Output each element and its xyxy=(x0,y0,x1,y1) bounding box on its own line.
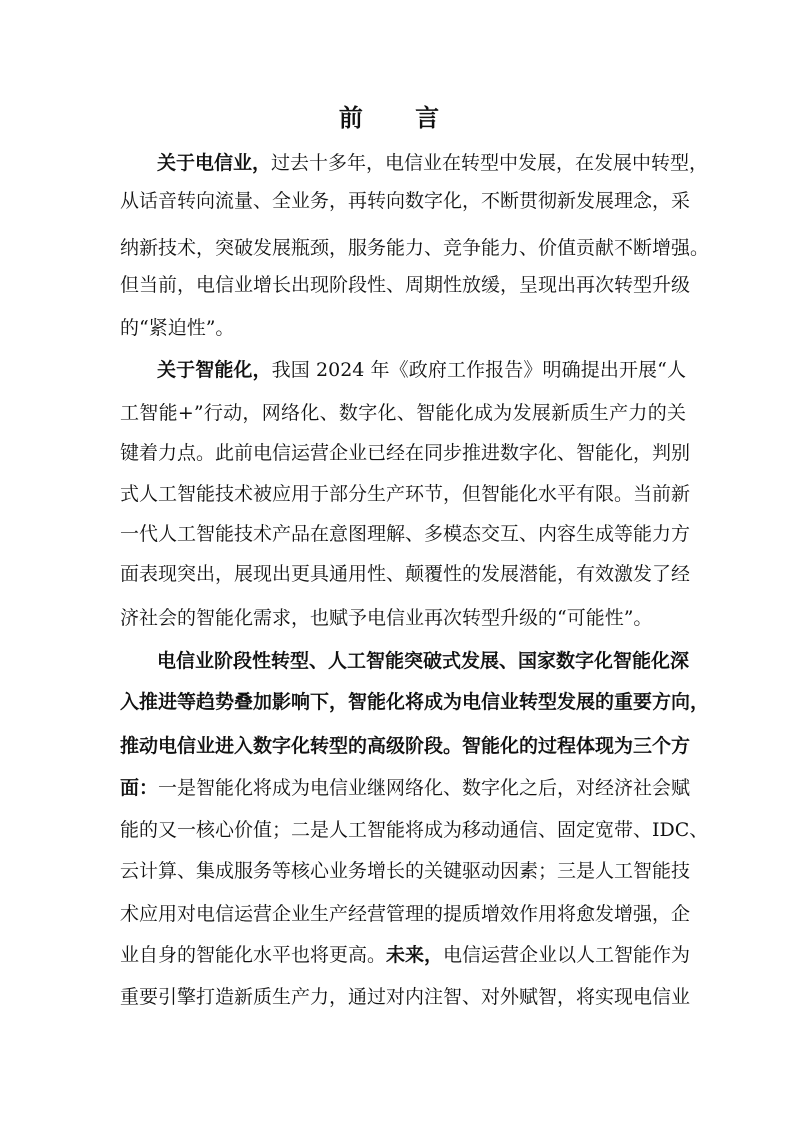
paragraph-line: 从话音转向流量、全业务，再转向数字化，不断贯彻新发展理念，采 xyxy=(120,190,691,212)
paragraph-line: 能的又一核心价值；二是人工智能将成为移动通信、固定宽带、IDC、 xyxy=(120,819,709,841)
paragraph-line: 纳新技术，突破发展瓶颈，服务能力、竞争能力、价值贡献不断增强。 xyxy=(120,237,710,259)
paragraph-line: 面表现突出，展现出更具通用性、颠覆性的发展潜能，有效激发了经 xyxy=(120,563,691,585)
paragraph-line: 术应用对电信运营企业生产经营管理的提质增效作用将愈发增强，企 xyxy=(120,903,691,925)
paragraph-line: 业自身的智能化水平也将更高。未来，电信运营企业以人工智能作为 xyxy=(120,944,691,966)
paragraph-line: 电信业阶段性转型、人工智能突破式发展、国家数字化智能化深 xyxy=(157,650,690,672)
paragraph-line: 济社会的智能化需求，也赋予电信业再次转型升级的“可能性”。 xyxy=(120,607,653,629)
paragraph-line: 键着力点。此前电信运营企业已经在同步推进数字化、智能化，判别 xyxy=(120,442,691,464)
paragraph-line: 重要引擎打造新质生产力，通过对内注智、对外赋智，将实现电信业 xyxy=(120,986,691,1008)
paragraph-line: 关于智能化，我国 2024 年《政府工作报告》明确提出开展“人 xyxy=(157,359,686,381)
paragraph-line: 关于电信业，过去十多年，电信业在转型中发展，在发展中转型， xyxy=(157,152,709,174)
paragraph-line: 式人工智能技术被应用于部分生产环节，但智能化水平有限。当前新 xyxy=(120,483,691,505)
paragraph-line: 云计算、集成服务等核心业务增长的关键驱动因素；三是人工智能技 xyxy=(120,860,691,882)
page-title: 前 言 xyxy=(338,104,462,132)
paragraph-line: 的“紧迫性”。 xyxy=(120,317,235,339)
paragraph-line: 一代人工智能技术产品在意图理解、多模态交互、内容生成等能力方 xyxy=(120,523,691,545)
paragraph-line: 但当前，电信业增长出现阶段性、周期性放缓，呈现出再次转型升级 xyxy=(120,274,691,296)
paragraph-line: 工智能+”行动，网络化、数字化、智能化成为发展新质生产力的关 xyxy=(120,402,686,424)
paragraph-line: 入推进等趋势叠加影响下，智能化将成为电信业转型发展的重要方向， xyxy=(120,691,710,713)
paragraph-line: 推动电信业进入数字化转型的高级阶段。智能化的过程体现为三个方 xyxy=(120,735,691,757)
paragraph-line: 面：一是智能化将成为电信业继网络化、数字化之后，对经济社会赋 xyxy=(120,777,691,799)
